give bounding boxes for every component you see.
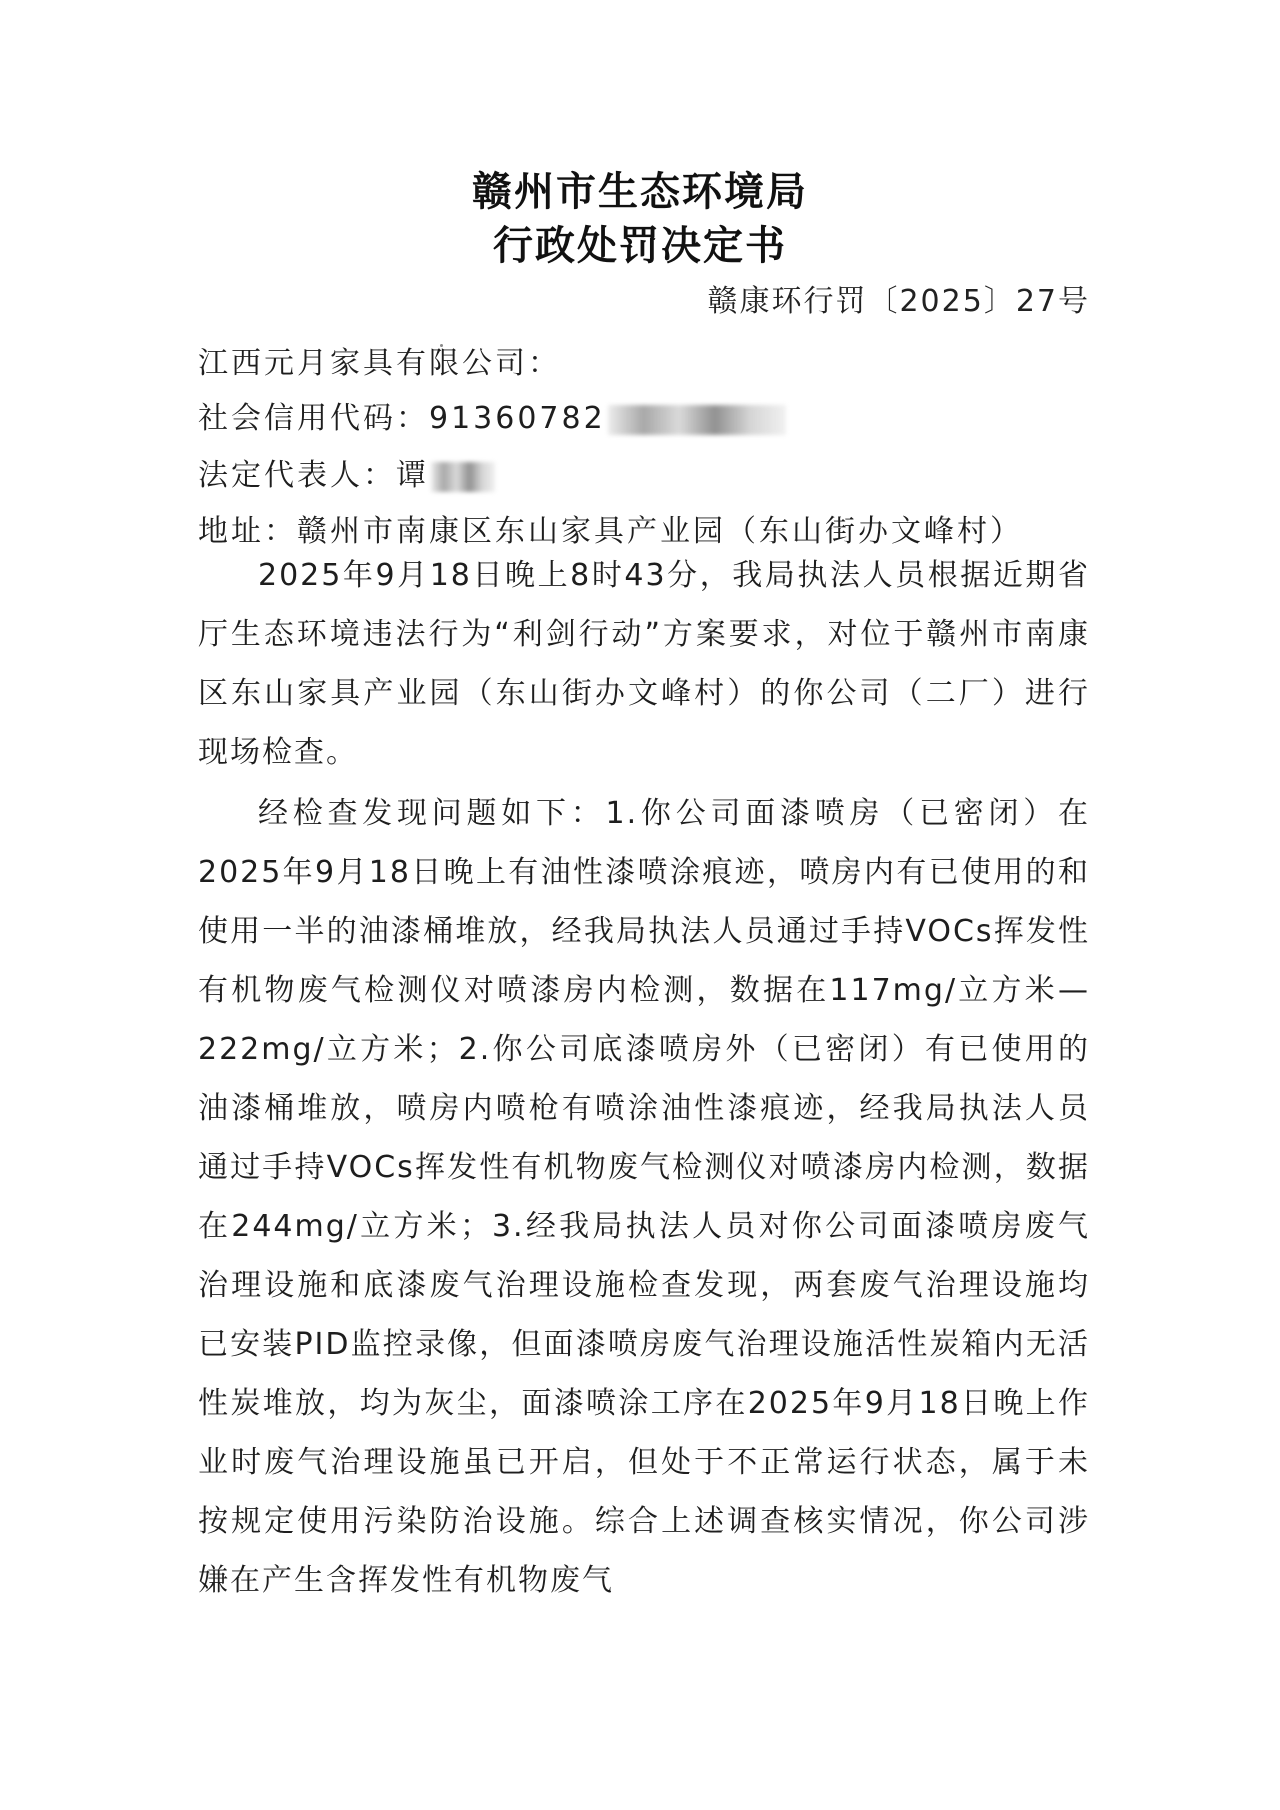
- paragraph-inspection: 2025年9月18日晚上8时43分，我局执法人员根据近期省厅生态环境违法行为“利剑行动”方案要求，对位于赣州市南康区东山家具产业园（东山街办文峰村）的你公司（二厂）进行现场检查。: [198, 558, 1090, 770]
- credit-code-line: [198, 393, 786, 437]
- credit-code-value: 91360782: [429, 401, 606, 436]
- paragraph-findings: 经检查发现问题如下：1.你公司面漆喷房（已密闭）在2025年9月18日晚上有油性漆喷涂痕迹，喷房内有已使用的和使用一半的油漆桶堆放，经我局执法人员通过手持VOCs挥发性有机物废气检测仪对喷漆房内检测，数据在117mg/立方米—222mg/立方米；2.你公司底漆喷房外（已密闭）有已使用的油漆桶堆放，喷房内喷枪有喷涂油性漆痕迹，经我局执法人员通过手持VOCs挥发性有机物废气检测仪对喷漆房内检测，数据在244mg/立方米；3.经我局执法人员对你公司面漆喷房废气治理设施和底漆废气治理设施检查发现，两套废气治理设施均已安装PID监控录像，但面漆喷房废气治理设施活性炭箱内无活性炭堆放，均为灰尘，面漆喷涂工序在2025年9月18日晚上作业时废气治理设施虽已开启，但处于不正常运行状态，属于未按规定使用污染防治设施。综合上述调查核实情况，你公司涉嫌在产生含挥发性有机物废气: [198, 796, 1090, 1598]
- redaction-blur: [431, 462, 495, 492]
- redaction-blur: [608, 405, 786, 435]
- address-line: 地址：赣州市南康区东山家具产业园（东山街办文峰村）: [198, 514, 1023, 549]
- document-title-type: 行政处罚决定书: [493, 222, 787, 269]
- party-name: 江西元月家具有限公司：: [198, 346, 561, 381]
- legal-rep-value: 谭: [396, 458, 429, 493]
- document-number: 赣康环行罚〔2025〕27号: [707, 284, 1090, 319]
- credit-code-label: 社会信用代码：: [198, 401, 429, 436]
- legal-rep-label: 法定代表人：: [198, 458, 396, 493]
- document-title-authority: 赣州市生态环境局: [472, 168, 808, 215]
- legal-rep-line: [198, 450, 495, 494]
